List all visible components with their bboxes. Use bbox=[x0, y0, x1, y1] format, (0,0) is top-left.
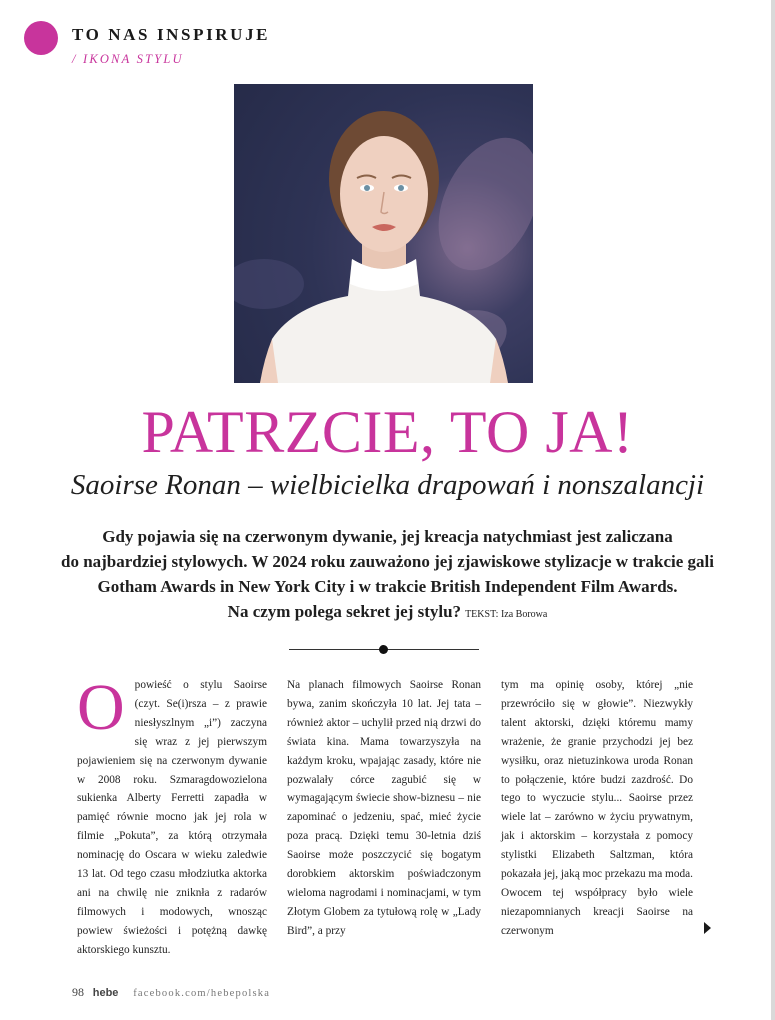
continue-arrow-icon bbox=[704, 922, 711, 934]
section-dot bbox=[24, 21, 58, 55]
article-subtitle: Saoirse Ronan – wielbicielka drapowań i nonszalancji bbox=[70, 469, 705, 501]
page-footer bbox=[72, 985, 270, 1000]
divider-dot bbox=[379, 645, 388, 654]
article-column-1 bbox=[77, 671, 267, 960]
lead-line: do najbardziej stylowych. W 2024 roku zauważono jej zjawiskowe stylizacje w trakcie gali bbox=[60, 552, 715, 571]
article-lead bbox=[55, 524, 720, 627]
column-1-text: powieść o stylu Saoirse (czyt. Se(i)rsza – z prawie niesłyszlnym „i”) zaczyna się wraz z jej pierwszym pojawieniem się na czerwonym dywanie w 2008 roku. Szmaragdowozielona sukienka Alberty Ferretti zapadła w pamięć równie mocno jak jej rola w filmie „Pokuta”, za którą otrzymała nominację do Oscara w wieku zaledwie 13 lat. Od tego czasu młodziutka aktorka ani na chwilę nie zniknła z radarów filmowych i modowych, wnosząc powiew świeżości i potężną dawkę aktorskiego kunsztu. bbox=[77, 679, 267, 956]
column-3-text: tym ma opinię osoby, której „nie przewróciło się w głowie”. Niezwykły talent aktorski, dzięki któremu mamy wrażenie, że granie przychodzi jej bez wysiłku, oraz nietuzinkowa uroda Ronan to połączenie, które budzi zazdrość. Do tego to wyczucie stylu... Saoirse przez wiele lat – zarówno w życiu prywatnym, jak i aktorskim – korzystała z pomocy stylistki Elizabeth Saltzman, która pokazała jej, jaką moc przekazu ma moda. Owocem tej współpracy było wiele niezapomnianych kreacji Saoirse na czerwonym bbox=[501, 679, 693, 937]
article-column-3 bbox=[501, 676, 693, 941]
author-credit: TEKST: Iza Borowa bbox=[465, 609, 548, 620]
brand-logo: hebe bbox=[92, 987, 119, 999]
section-kicker: TO NAS INSPIRUJE bbox=[72, 25, 271, 44]
drop-cap: O bbox=[77, 671, 125, 744]
facebook-link[interactable]: facebook.com/hebepolska bbox=[133, 988, 271, 999]
page-edge-line bbox=[771, 0, 775, 1020]
lead-line-last bbox=[55, 599, 720, 627]
lead-line: Gdy pojawia się na czerwonym dywanie, jej kreacja natychmiast jest zaliczana bbox=[102, 527, 673, 546]
column-2-text: Na planach filmowych Saoirse Ronan bywa, zanim skończyła 10 lat. Jej tata – również aktor – uchylił przed nią drzwi do świata kina. Mama towarzyszyła na każdym kroku, wpajając zasady, które nie pozwalały córce zagubić się w wymagającym świecie show-biznesu – nie zapominać o jedzeniu, spać, mieć życie poza pracą. Dzięki temu 30-letnia dziś Saoirse może poszczycić się bogatym dorobkiem aktorskim poświadczonym wieloma nagrodami i nominacjami, w tym Złotym Globem za tytułową rolę w „Lady Bird”, a przy bbox=[287, 679, 481, 937]
section-subkicker: / IKONA STYLU bbox=[72, 52, 184, 66]
lead-line: Gotham Awards in New York City i w trakcie British Independent Film Awards. bbox=[97, 577, 678, 596]
page-number: 98 bbox=[72, 985, 84, 999]
article-column-2 bbox=[287, 676, 481, 941]
lead-question: Na czym polega sekret jej stylu? bbox=[227, 602, 462, 621]
portrait-photo bbox=[234, 84, 533, 383]
article-headline: PATRZCIE, TO JA! bbox=[141, 399, 634, 465]
portrait-illustration bbox=[234, 84, 533, 383]
